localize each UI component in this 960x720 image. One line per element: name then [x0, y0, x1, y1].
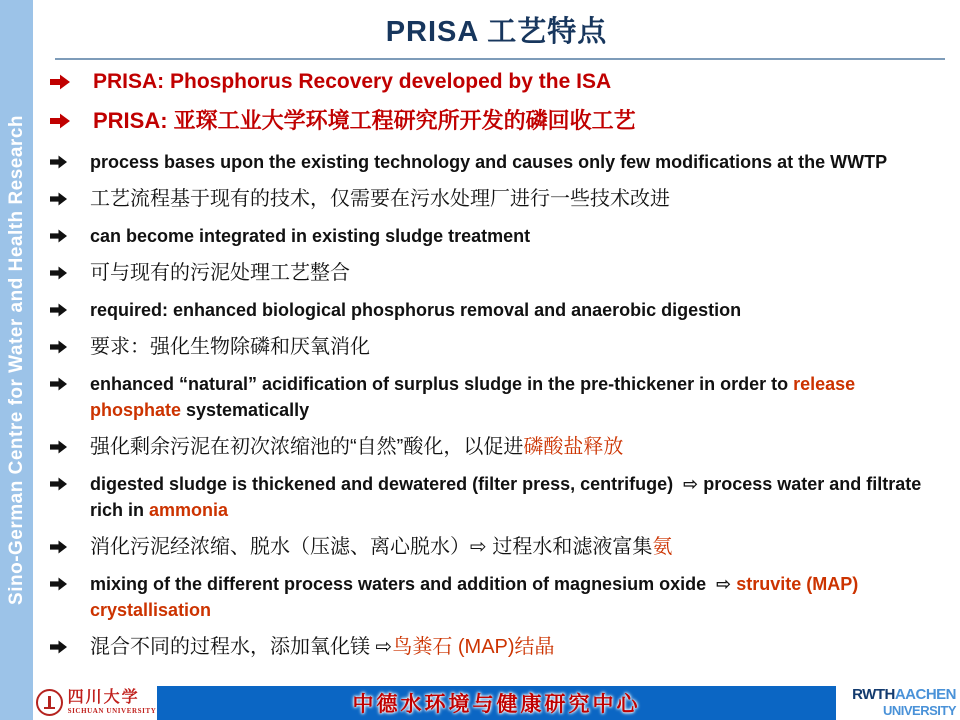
- bullet-arrow-icon: [50, 155, 67, 169]
- bullet-text-segment: enhanced “natural” acidification of surplus sludge in the pre-thickener in order to: [90, 374, 794, 394]
- bullet-item: [50, 223, 934, 249]
- rwth-wordmark-bold: RWTH: [852, 686, 895, 703]
- bullet-text-highlight: release phosphate: [90, 374, 856, 420]
- bullet-item: [50, 371, 934, 423]
- rwth-wordmark: [852, 687, 956, 703]
- bullet-text-segment: PRISA: 亚琛工业大学环境工程研究所开发的磷回收工艺: [93, 108, 636, 133]
- main-area: [33, 0, 960, 720]
- bullet-arrow-icon: [50, 640, 67, 654]
- sichuan-university-name-cn: 四川大学: [67, 688, 140, 706]
- bullet-text: [90, 532, 934, 562]
- bullet-arrow-icon: [50, 266, 67, 280]
- bullet-arrow-icon: [50, 74, 70, 90]
- bullet-item: [50, 532, 934, 562]
- bullet-text: [90, 371, 934, 423]
- bullet-text: [90, 432, 934, 462]
- rwth-university-label: UNIVERSITY: [882, 703, 956, 718]
- bullet-item: [50, 149, 934, 175]
- bullet-arrow-icon: [50, 303, 67, 317]
- bullet-text: [90, 297, 934, 323]
- header: [33, 0, 960, 60]
- bullet-text-segment: required: enhanced biological phosphorus removal and anaerobic digestion: [90, 300, 742, 320]
- bullet-text: [90, 332, 934, 362]
- bullet-arrow-icon: [50, 477, 67, 491]
- bullet-text-segment: 强化剩余污泥在初次浓缩池的“自然”酸化，以促进: [90, 436, 524, 458]
- bullet-arrow-icon: [50, 229, 67, 243]
- bullet-text-highlight: 鸟粪石 (MAP)结晶: [392, 636, 555, 658]
- bullet-item: [50, 432, 934, 462]
- bullet-text-segment: mixing of the different process waters and addition of magnesium oxide ⇨: [90, 574, 737, 594]
- bullet-arrow-icon: [50, 113, 70, 129]
- bullet-text: [90, 571, 934, 623]
- bullet-item: [50, 571, 934, 623]
- bullet-text: [90, 258, 934, 288]
- bullet-text-segment: 混合不同的过程水，添加氧化镁 ⇨: [90, 636, 393, 658]
- bullet-arrow-icon: [50, 577, 67, 591]
- bullet-item: [50, 258, 934, 288]
- rwth-wordmark-light: AACHEN: [894, 686, 956, 703]
- bullet-text-segment: PRISA: Phosphorus Recovery developed by the ISA: [93, 70, 612, 93]
- bullet-text-segment: 消化污泥经浓缩、脱水（压滤、离心脱水）⇨ 过程水和滤液富集: [90, 536, 653, 558]
- sichuan-university-emblem-icon: [36, 689, 63, 716]
- bullet-item: [50, 332, 934, 362]
- bullet-text-highlight: 磷酸盐释放: [523, 436, 624, 458]
- sidebar-vertical-text: Sino-German Centre for Water and Health Research: [5, 115, 27, 605]
- bullet-item: [50, 297, 934, 323]
- bullet-text: [90, 471, 934, 523]
- footer-center-bar: [157, 686, 836, 720]
- bullet-text-segment: 工艺流程基于现有的技术，仅需要在污水处理厂进行一些技术改进: [90, 188, 670, 210]
- bullet-text-highlight: ammonia: [149, 500, 229, 520]
- bullet-list: [33, 60, 960, 662]
- footer: [33, 684, 960, 720]
- bullet-arrow-icon: [50, 340, 67, 354]
- bullet-text-segment: systematically: [181, 400, 310, 420]
- sichuan-university-names: [68, 690, 157, 715]
- rwth-aachen-logo: [836, 684, 960, 720]
- bullet-text: [90, 149, 934, 175]
- bullet-text: [90, 184, 934, 214]
- bullet-text-segment: 要求：强化生物除磷和厌氧消化: [90, 336, 370, 358]
- bullet-text-segment: can become integrated in existing sludge treatment: [90, 226, 531, 246]
- bullet-arrow-icon: [50, 440, 67, 454]
- bullet-item: [50, 471, 934, 523]
- sidebar: [0, 0, 33, 720]
- bullet-item: [50, 184, 934, 214]
- sichuan-university-name-en: SICHUAN UNIVERSITY: [67, 706, 157, 715]
- bullet-text: [90, 632, 934, 662]
- bullet-arrow-icon: [50, 192, 67, 206]
- bullet-text-segment: 可与现有的污泥处理工艺整合: [90, 262, 350, 284]
- bullet-item: [50, 106, 934, 136]
- bullet-text-highlight: struvite (MAP) crystallisation: [90, 574, 859, 620]
- bullet-arrow-icon: [50, 377, 67, 391]
- bullet-text: [90, 223, 934, 249]
- bullet-text: [93, 106, 934, 136]
- bullet-item: [50, 69, 934, 95]
- slide-title: PRISA 工艺特点: [385, 16, 608, 48]
- bullet-text-segment: digested sludge is thickened and dewatered (filter press, centrifuge) ⇨ process water and filtrate rich in: [90, 474, 922, 520]
- footer-center-title: 中德水环境与健康研究中心: [352, 693, 641, 716]
- sichuan-university-logo: [33, 684, 157, 720]
- bullet-item: [50, 632, 934, 662]
- bullet-text-highlight: 氨: [652, 536, 673, 558]
- bullet-text: [93, 69, 934, 95]
- bullet-text-segment: process bases upon the existing technology and causes only few modifications at the WWTP: [90, 152, 888, 172]
- bullet-arrow-icon: [50, 540, 67, 554]
